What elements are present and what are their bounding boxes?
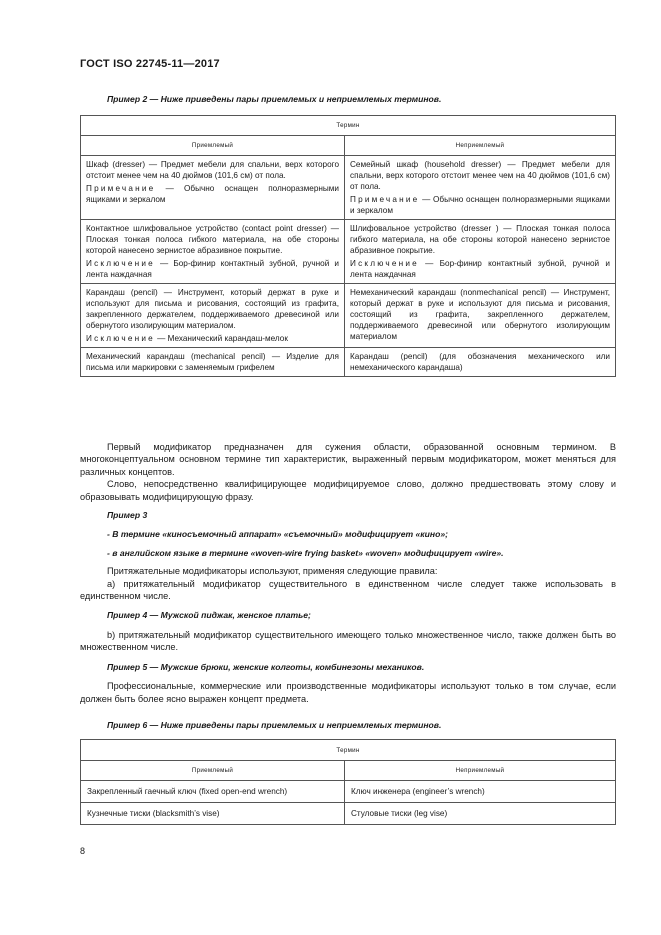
col-unacceptable-header: Неприемлемый [345,136,616,156]
table-row [81,156,616,220]
example-5: Пример 5 — Мужские брюки, женские колготы, комбинезоны механиков. [107,661,425,672]
cell-text: Карандаш (pencil) — Инструмент, который держат в руке и используют для письма и рисования, состоящий из графита, закрепленного держателем, поддерживаемого древесиной или обернутого изолирующим материалом. [86,288,339,330]
note-text: — Обычно оснащен полноразмерными ящиками и зеркалом [350,195,610,215]
paragraph-6: Профессиональные, коммерческие или производственные модификаторы используют только в том случае, если должен быть более ясно выражен концепт предмета. [80,681,616,704]
note-label: Исключение [86,334,155,343]
table-cell-unacceptable [345,156,616,220]
table-header-row [81,116,616,136]
example-6-table [80,739,616,825]
col-unacceptable-header: Неприемлемый [345,761,616,781]
table-cell-acceptable: Кузнечные тиски (blacksmith’s vise) [81,803,345,825]
body-text [80,441,616,705]
note-label: Примечание [86,184,156,193]
note-label: Исключение [86,259,155,268]
note-text: — Бор-финир контактный зубной, ручной и лента наждачная [350,259,610,279]
table-header-row [81,740,616,761]
table-row [81,803,616,825]
table-cell-unacceptable: Стуловые тиски (leg vise) [345,803,616,825]
example-3-item-2: - в английском языке в термине «woven-wire frying basket» «woven» модифицирует «wire». [107,547,504,558]
page-number: 8 [80,846,86,856]
col-acceptable-header: Приемлемый [81,761,345,781]
cell-text: Карандаш (pencil) (для обозначения механического или немеханического карандаша) [350,352,610,372]
table-cell-acceptable: Закрепленный гаечный ключ (fixed open-end wrench) [81,781,345,803]
table-cell-unacceptable [345,348,616,377]
example-3-title: Пример 3 [107,510,148,521]
table-row [81,220,616,284]
cell-text: Семейный шкаф (household dresser) — Предмет мебели для спальни, верх которого отстоит менее чем на 40 дюймов (101,6 см) от пола. [350,160,610,191]
example-2-table [80,115,616,377]
table-cell-unacceptable [345,220,616,284]
paragraph-3: Притяжательные модификаторы используют, применяя следующие правила: [107,566,438,577]
table-row [81,348,616,377]
example-2-title: Пример 2 — Ниже приведены пары приемлемых и неприемлемых терминов. [107,94,442,104]
cell-text: Немеханический карандаш (nonmechanical pencil) — Инструмент, который держат в руке и используют для письма и рисования, состоящий из графита, закрепленного держателем, поддерживаемого древесиной или обернутого изолирующим материалом [350,288,610,341]
cell-text: Механический карандаш (mechanical pencil) — Изделие для письма или маркировки с заменяемым грифелем [86,352,339,372]
table-row [81,781,616,803]
paragraph-5: b) притяжательный модификатор существительного имеющего только множественное число, также должен быть во множественном числе. [80,629,616,653]
cell-text: Шкаф (dresser) — Предмет мебели для спальни, верх которого отстоит менее чем на 40 дюймов (101,6 см) от пола. [86,160,339,180]
table-header-row [81,136,616,156]
note-text: — Бор-финир контактный зубной, ручной и лента наждачная [86,259,339,279]
table-cell-unacceptable: Ключ инженера (engineer’s wrench) [345,781,616,803]
table-row [81,284,616,348]
paragraph-2: Слово, непосредственно квалифицирующее модифицируемое слово, должно предшествовать этому слову и образовывать модифицирующую фразу. [80,479,616,502]
paragraph-1: Первый модификатор предназначен для сужения области, образованной основным термином. В многоконцептуальном основном термине тип характеристик, выраженный первым модификатором, может меняться для различных концептов. [80,442,616,477]
table-cell-unacceptable [345,284,616,348]
table-header-row [81,761,616,781]
table-cell-acceptable [81,156,345,220]
note-text: — Обычно оснащен полноразмерными ящиками и зеркалом [86,184,339,204]
paragraph-4: а) притяжательный модификатор существительного в единственном числе следует также использовать в единственном числе. [80,578,616,602]
cell-text: Контактное шлифовальное устройство (contact point dresser) — Плоская тонкая полоса гибкого материала, на обе стороны которой нанесено зернистое абразивное покрытие. [86,224,339,255]
term-header: Термин [81,740,616,761]
example-6-title: Пример 6 — Ниже приведены пары приемлемых и неприемлемых терминов. [107,720,442,730]
table-cell-acceptable [81,220,345,284]
cell-text: Шлифовальное устройство (dresser ) — Плоская тонкая полоса гибкого материала, на обе стороны которой нанесено зернистое абразивное покрытие. [350,224,610,255]
example-4: Пример 4 — Мужской пиджак, женское платье; [107,610,311,621]
note-text: — Механический карандаш-мелок [154,334,288,343]
document-header: ГОСТ ISO 22745-11—2017 [80,58,220,70]
note-label: Исключение [350,259,419,268]
term-header: Термин [81,116,616,136]
note-label: Примечание [350,195,420,204]
table-cell-acceptable [81,348,345,377]
table-cell-acceptable [81,284,345,348]
col-acceptable-header: Приемлемый [81,136,345,156]
example-3-item-1: - В термине «киносъемочный аппарат» «съемочный» модифицирует «кино»; [107,529,448,540]
